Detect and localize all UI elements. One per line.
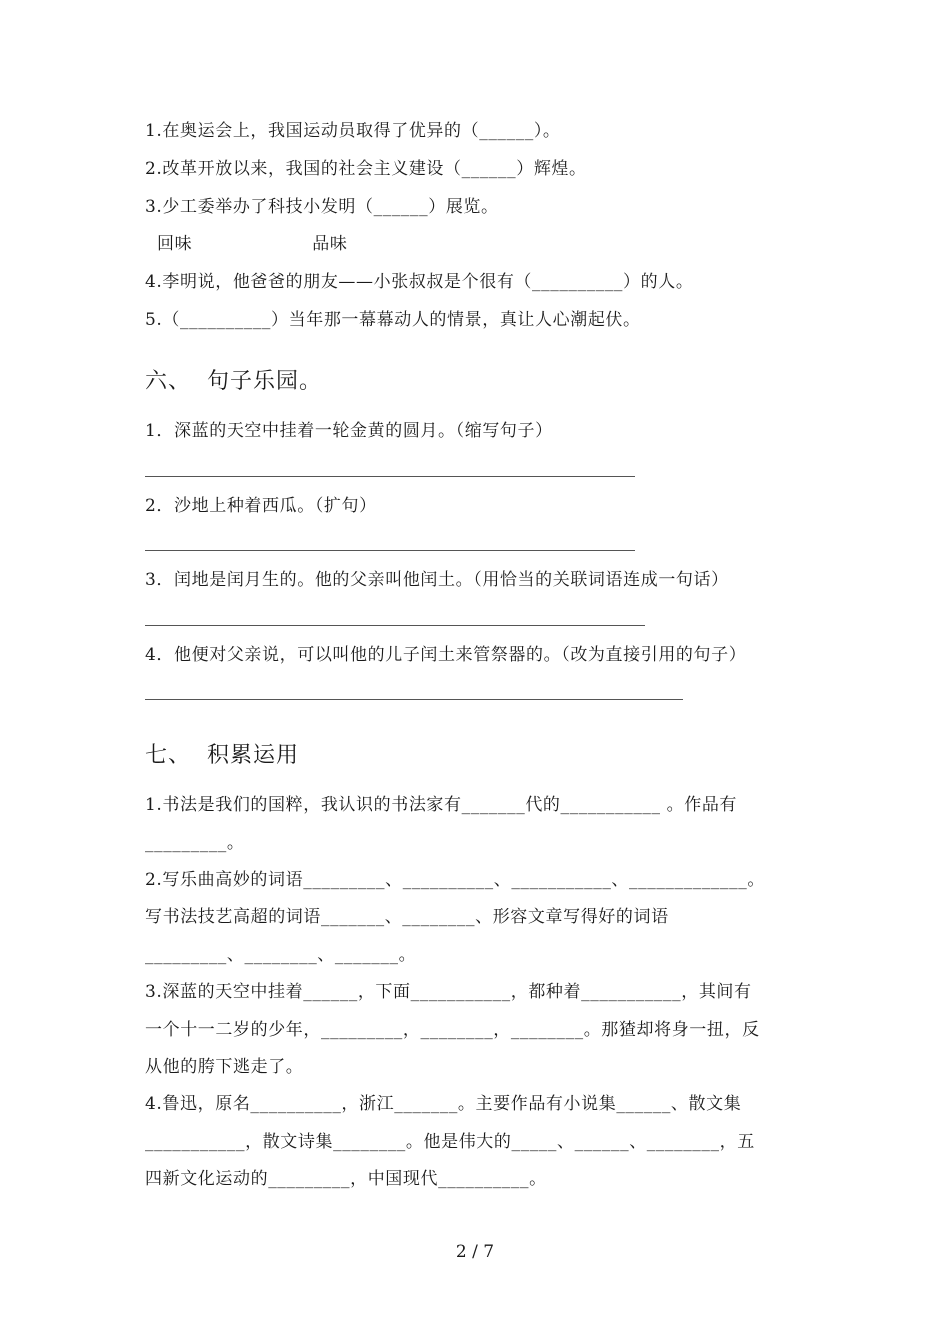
- section-7-line: 一个十一二岁的少年，_________，________，________。那猹却将身一扭，反: [145, 1020, 760, 1040]
- section-6-title: 六、 句子乐园。: [145, 369, 322, 394]
- section-7-line: 2.写乐曲高妙的词语_________、__________、___________、_____________。: [145, 870, 765, 890]
- question-6-3: 3．闰地是闰月生的。他的父亲叫他闰土。（用恰当的关联词语连成一句话）: [145, 570, 729, 590]
- question-6-4: 4．他便对父亲说，可以叫他的儿子闰土来管祭器的。（改为直接引用的句子）: [145, 645, 747, 665]
- item-5-1: 1.在奥运会上，我国运动员取得了优异的（______）。: [145, 121, 561, 141]
- section-7-line: 3.深蓝的天空中挂着______，下面___________，都种着___________，其间有: [145, 982, 752, 1002]
- question-6-1: 1．深蓝的天空中挂着一轮金黄的圆月。（缩写句子）: [145, 421, 553, 441]
- section-7-line: _________、________、_______。: [145, 945, 417, 965]
- item-5-5: 5.（__________）当年那一幕幕动人的情景，真让人心潮起伏。: [145, 310, 641, 330]
- answer-line-6-4[interactable]: [145, 699, 683, 700]
- word-options: 回味 品味: [145, 234, 348, 254]
- section-7-title: 七、 积累运用: [145, 743, 299, 768]
- section-7-line: 写书法技艺高超的词语_______、________、形容文章写得好的词语: [145, 907, 669, 927]
- section-7-line: 四新文化运动的_________，中国现代__________。: [145, 1169, 547, 1189]
- section-7-line: 1.书法是我们的国粹，我认识的书法家有_______代的___________ 。作品有: [145, 795, 738, 815]
- answer-line-6-1[interactable]: [145, 476, 635, 477]
- question-6-2: 2．沙地上种着西瓜。（扩句）: [145, 496, 377, 516]
- section-7-line: _________。: [145, 833, 245, 853]
- section-7-line: 4.鲁迅，原名__________，浙江_______。主要作品有小说集______、散文集: [145, 1094, 742, 1114]
- section-7-line: ___________，散文诗集________。他是伟大的_____、______、________，五: [145, 1132, 755, 1152]
- item-5-3: 3.少工委举办了科技小发明（______）展览。: [145, 197, 499, 217]
- page-number: 2 / 7: [455, 1242, 495, 1262]
- answer-line-6-2[interactable]: [145, 550, 635, 551]
- item-5-2: 2.改革开放以来，我国的社会主义建设（______）辉煌。: [145, 159, 587, 179]
- answer-line-6-3[interactable]: [145, 625, 645, 626]
- section-7-line: 从他的胯下逃走了。: [145, 1057, 304, 1077]
- item-5-4: 4.李明说，他爸爸的朋友——小张叔叔是个很有（__________）的人。: [145, 272, 694, 292]
